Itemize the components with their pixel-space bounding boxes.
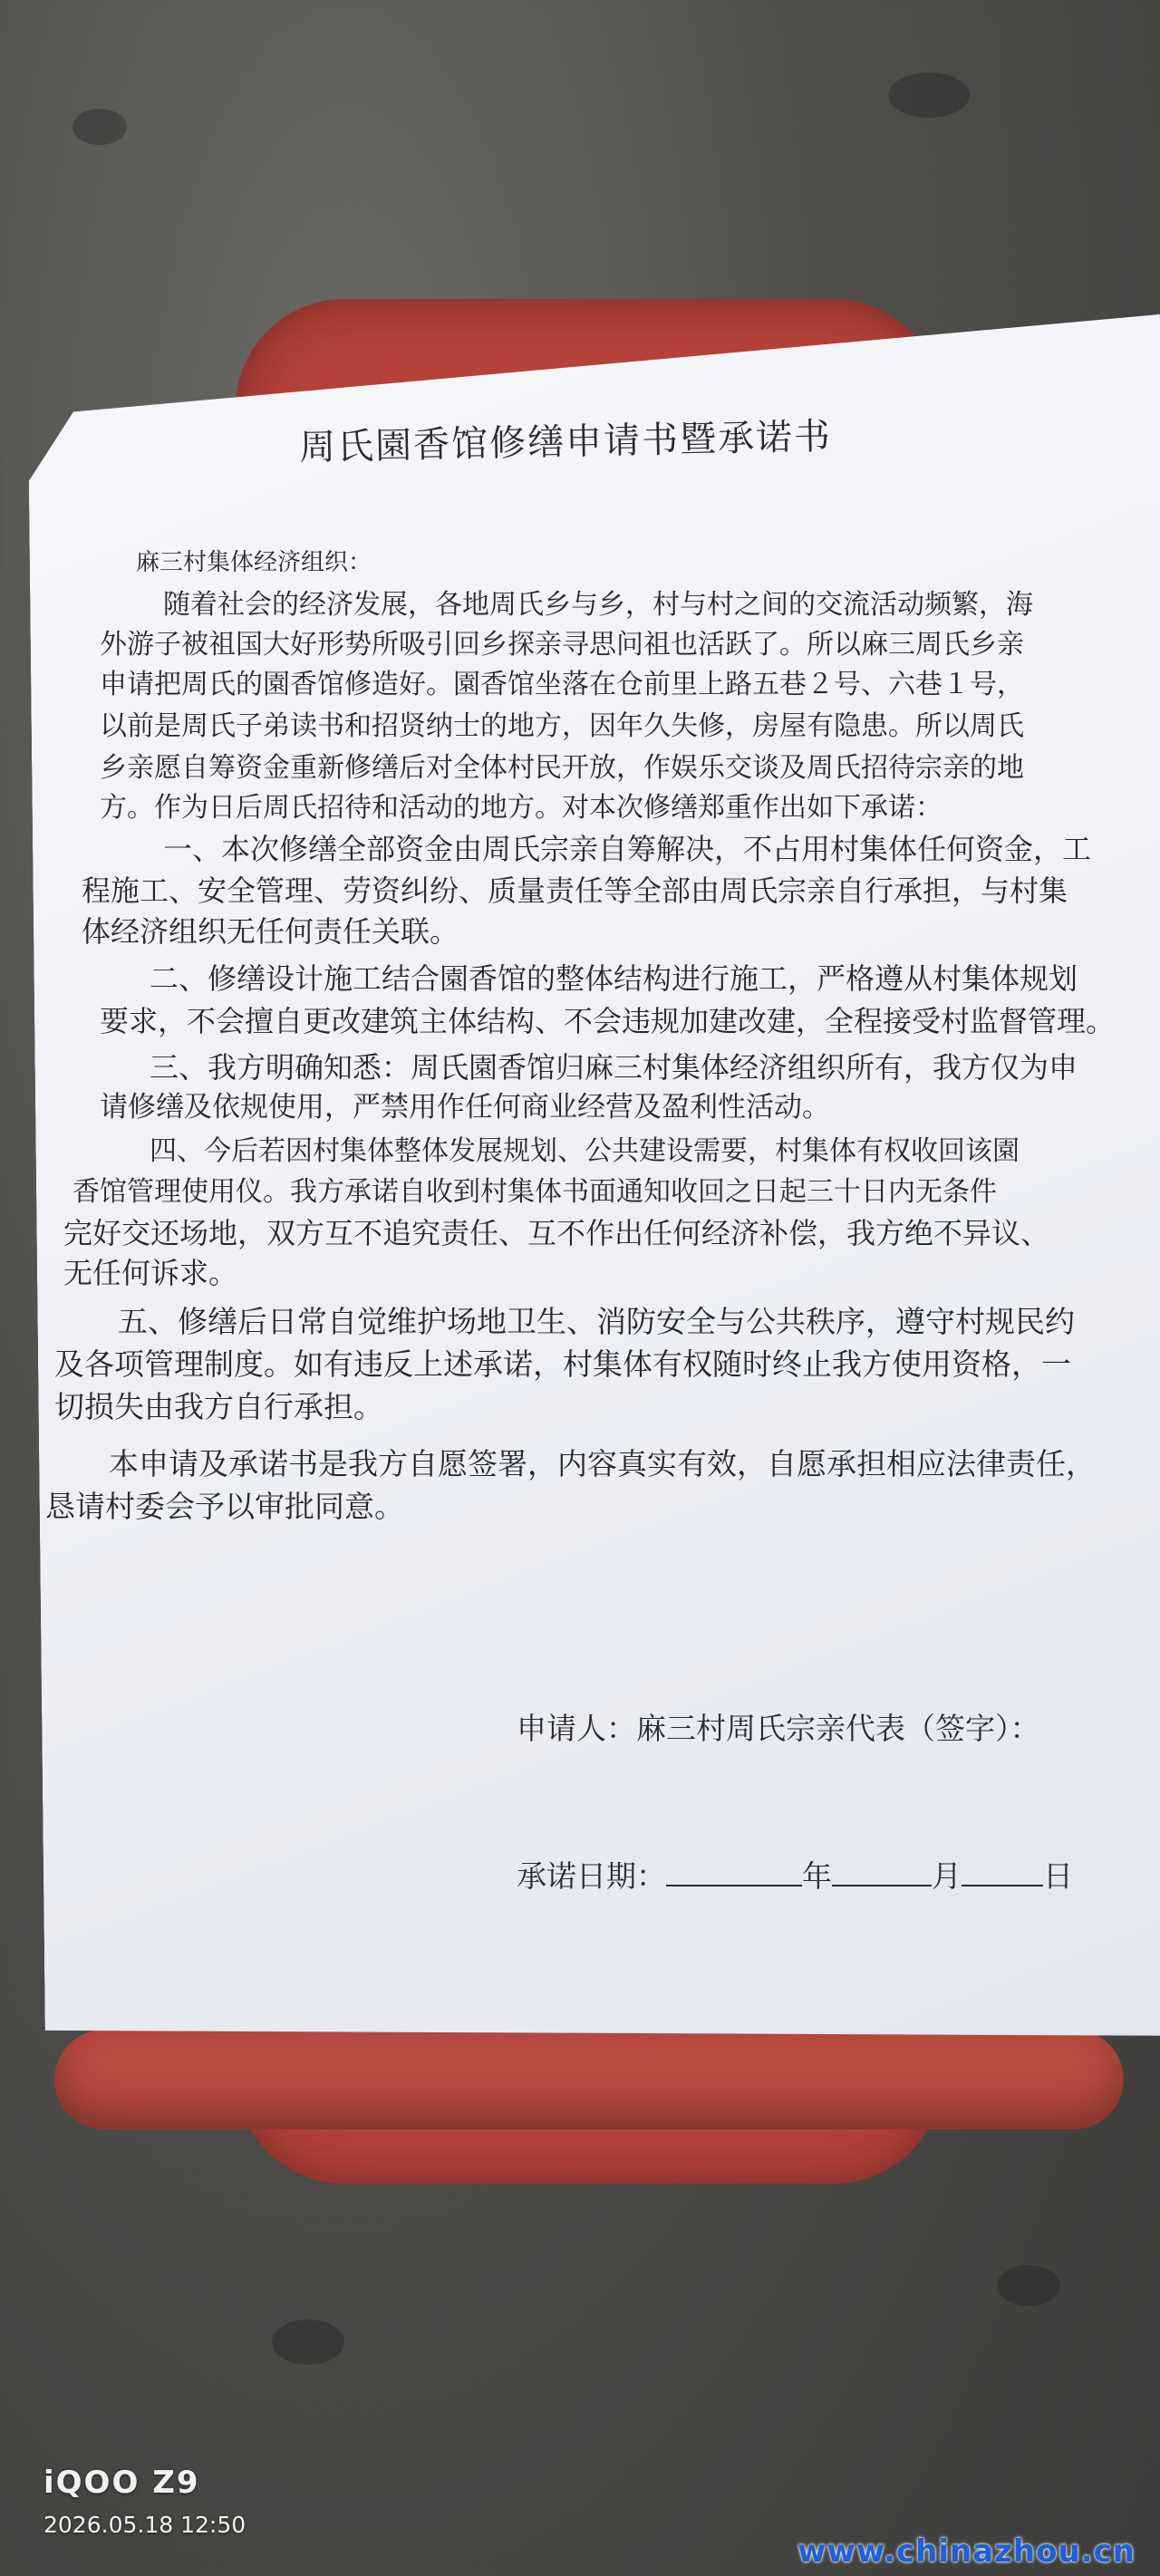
body-text-line: 恳请村委会予以审批同意。 [45,1489,404,1524]
date-line [517,1853,1073,1896]
body-text-line: 要求，不会擅自更改建筑主体结构、不会违规加建改建，全程接受村监督管理。 [100,1004,1116,1038]
ground-texture [888,72,970,118]
photo-timestamp: 2026.05.18 12:50 [44,2512,246,2538]
date-label: 承诺日期： [517,1858,666,1894]
body-text-line: 方。作为日后周氏招待和活动的地方。对本次修缮郑重作出如下承诺： [100,792,942,824]
body-text-line: 五、修缮后日常自觉维护场地卫生、消防安全与公共秩序，遵守村规民约 [118,1304,1075,1339]
body-text-line: 请修缮及依规使用，严禁用作任何商业经营及盈利性活动。 [100,1091,830,1124]
body-text-line: 无任何诉求。 [63,1256,238,1290]
ground-texture [72,109,127,145]
body-text-line: 以前是周氏子弟读书和招贤纳士的地方，因年久失修，房屋有隐患。所以周氏 [100,710,1024,742]
red-stool-base [54,2030,1124,2129]
month-blank [832,1859,932,1886]
body-text-line: 二、修缮设计施工结合園香馆的整体结构进行施工，严格遵从村集体规划 [150,961,1078,996]
ground-texture [997,2265,1060,2306]
addressee-line: 麻三村集体经济组织： [136,549,372,576]
body-text-line: 四、今后若因村集体整体发展规划、公共建设需要，村集体有权收回该園 [150,1135,1020,1167]
ground-texture [272,2320,344,2365]
body-text-line: 切损失由我方自行承担。 [54,1389,383,1424]
body-text-line: 外游子被祖国大好形势所吸引回乡探亲寻思问祖也活跃了。所以麻三周氏乡亲 [100,629,1024,661]
body-text-line: 随着社会的经济发展，各地周氏乡与乡，村与村之间的交流活动频繁，海 [163,589,1033,621]
body-text-line: 体经济组织无任何责任关联。 [82,914,459,949]
body-text-line: 本申请及承诺书是我方自愿签署，内容真实有效，自愿承担相应法律责任， [109,1446,1096,1481]
body-text-line: 及各项管理制度。如有违反上述承诺，村集体有权随时终止我方使用资格，一 [54,1346,1071,1382]
body-text-line: 完好交还场地，双方互不追究责任、互不作出任何经济补偿，我方绝不异议、 [63,1216,1050,1250]
signer-line: 申请人：麻三村周氏宗亲代表（签字）： [517,1711,1040,1746]
body-text-line: 申请把周氏的園香馆修造好。園香馆坐落在仓前里上路五巷２号、六巷１号， [100,669,1024,700]
body-text-line: 乡亲愿自筹资金重新修缮后对全体村民开放，作娱乐交谈及周氏招待宗亲的地 [100,752,1024,784]
body-text-line: 三、我方明确知悉：周氏園香馆归麻三村集体经济组织所有，我方仅为申 [150,1050,1078,1085]
body-text-line: 香馆管理使用仪。我方承诺自收到村集体书面通知收回之日起三十日内无条件 [72,1176,997,1208]
year-blank [666,1859,802,1886]
site-watermark: www.chinazhou.cn [798,2533,1136,2570]
date-day: 日 [1043,1858,1073,1894]
body-text-line: 程施工、安全管理、劳资纠纷、质量责任等全部由周氏宗亲自行承担，与村集 [82,873,1068,908]
day-blank [962,1859,1043,1886]
body-text-line: 一、本次修缮全部资金由周氏宗亲自筹解决，不占用村集体任何资金，工 [163,832,1092,866]
date-year: 年 [802,1858,832,1894]
document-title: 周氏園香馆修缮申请书暨承诺书 [298,416,833,469]
date-month: 月 [932,1858,962,1894]
camera-brand-watermark: iQOO Z9 [44,2465,200,2501]
